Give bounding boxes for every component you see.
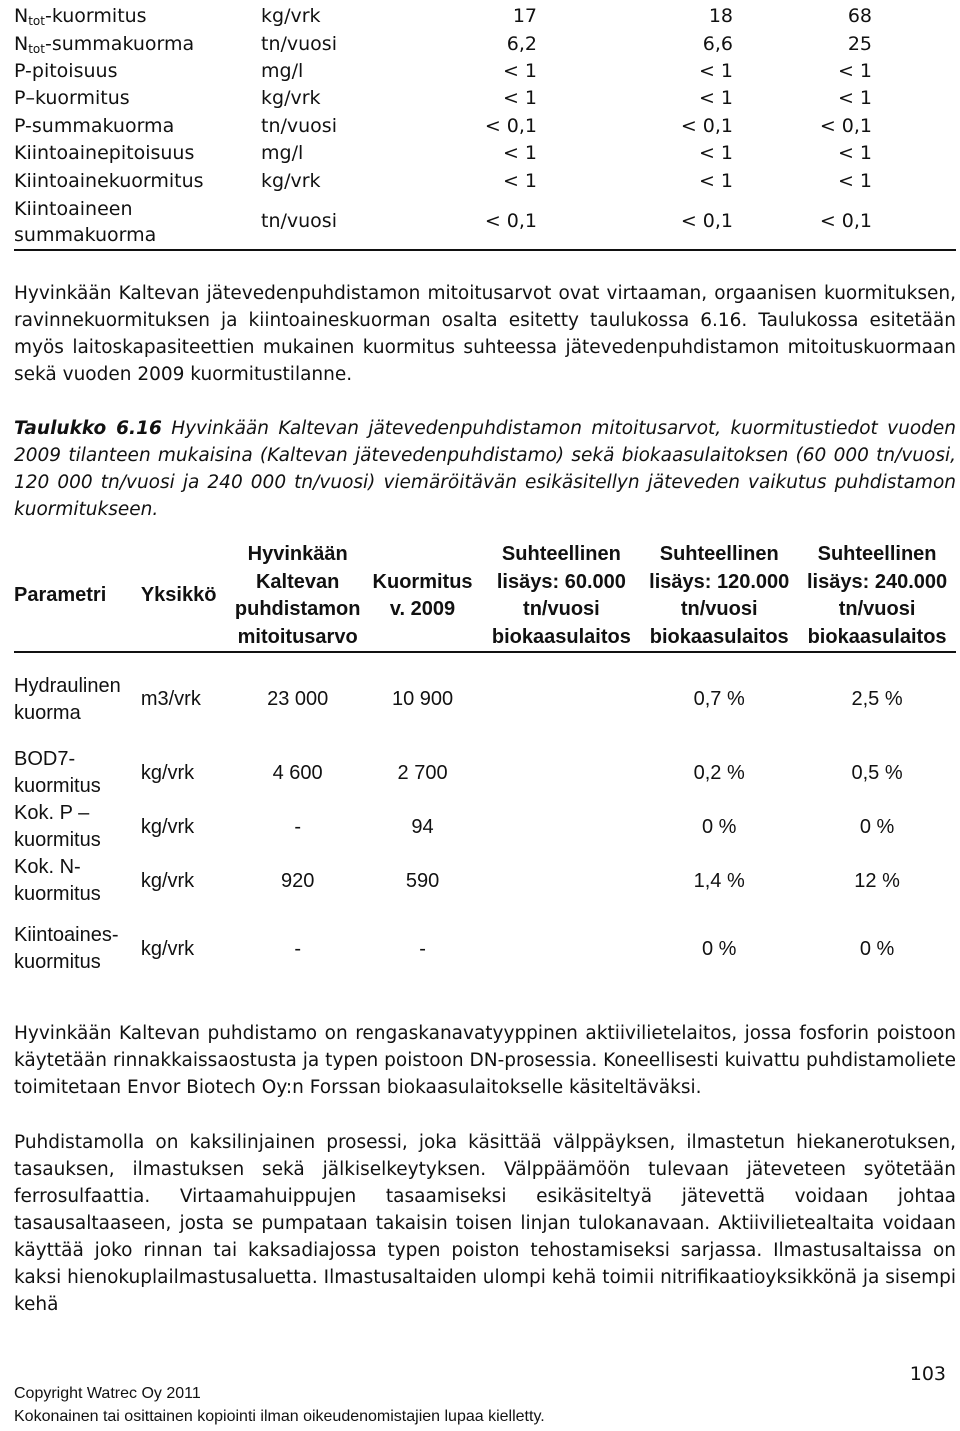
lisays-240-cell: 0,5 % [851,761,903,784]
caption-label: Taulukko 6.16 [14,417,162,439]
unit-cell: kg/vrk [140,937,195,960]
param-label: N [14,32,29,55]
header-mitoitus: Hyvinkään Kaltevan puhdistamon mitoitusarvo [234,543,361,648]
lisays-240-cell: 2,5 % [851,688,903,711]
mitoitus-cell: 4 600 [272,761,323,784]
table-row [14,800,956,854]
table-row [14,167,956,194]
value-cell: < 0,1 [484,114,537,137]
param-cell: Kok. N- kuormitus [14,856,101,906]
mitoitus-cell: - [294,815,301,838]
lisays-240-cell: 0 % [859,815,895,838]
param-label: P–kuormitus [14,87,130,110]
table-row [14,58,956,85]
value-cell: 25 [847,32,872,55]
kuormitus-cell: 2 700 [397,761,448,784]
param-label: Kiintoainekuormitus [14,169,204,192]
unit-cell: m3/vrk [140,688,201,711]
value-cell: < 1 [698,87,733,110]
header-parametri: Parametri [14,584,107,607]
table-row [14,113,956,140]
value-cell: < 1 [698,142,733,165]
value-cell: 17 [512,5,537,28]
header-yksikko: Yksikkö [140,584,217,607]
param-cell: Kok. P – kuormitus [14,802,101,852]
unit-cell: tn/vuosi [261,114,337,137]
table-row [14,195,956,250]
unit-cell: kg/vrk [261,5,321,28]
mitoitus-cell: - [294,937,301,960]
value-cell: < 1 [837,87,872,110]
lisays-60-cell [482,854,640,908]
param-label: P-pitoisuus [14,59,118,82]
param-label: Kiintoaineen summakuorma [14,197,157,246]
table-row [14,140,956,167]
value-cell: < 1 [502,169,537,192]
unit-cell: mg/l [261,142,304,165]
lisays-240-cell: 0 % [859,937,895,960]
value-cell: < 0,1 [680,210,733,233]
table-row [14,3,956,30]
unit-cell: mg/l [261,59,304,82]
footer-notice: Kokonainen tai osittainen kopiointi ilman oikeudenomistajien lupaa kielletty. [14,1408,545,1425]
value-cell: < 0,1 [819,114,872,137]
table-row [14,854,956,908]
body-paragraph: Puhdistamolla on kaksilinjainen prosessi, joka käsittää välppäyksen, ilmastetun hiekanerotuksen, tasauksen, ilmastuksen sekä jälkiselkeytyksen. Välppäämöön tulevaan jäteveteen syötetään ferrosulfaattia. Virtaamahuippujen tasaamiseksi esikäsiteltyä jätevettä voidaan johtaa tasausaltaaseen, josta se pumpataan takaisin toisen linjan tulokanavaan. Aktiivilietealtaita voidaan käyttää joko rinnan tai kaksadiajossa typen poiston tehostamiseksi sarjassa. Ilmastusaltaissa on kaksi hienokuplailmastusaluetta. Ilmastusaltaiden ulompi kehä toimii nitrifikaatioyksikkönä ja sisempi kehä [14,1132,956,1316]
param-cell: BOD7-kuormitus [14,748,101,798]
unit-cell: kg/vrk [261,87,321,110]
value-cell: < 0,1 [819,210,872,233]
kuormitus-cell: 10 900 [391,688,454,711]
value-cell: < 1 [502,87,537,110]
param-cell: Hydraulinen kuorma [14,674,121,724]
unit-cell: kg/vrk [140,869,195,892]
value-cell: < 1 [837,142,872,165]
unit-cell: tn/vuosi [261,210,337,233]
param-subscript: tot [28,14,45,29]
unit-cell: kg/vrk [261,169,321,192]
param-subscript: tot [28,41,45,56]
value-cell: < 1 [698,59,733,82]
lisays-240-cell: 12 % [854,869,900,892]
lisays-120-cell: 0 % [701,815,737,838]
value-cell: < 1 [837,59,872,82]
param-cell: Kiintoaines-kuormitus [14,924,119,974]
document-page [14,0,956,1318]
unit-cell: kg/vrk [140,815,195,838]
lisays-60-cell [482,652,640,746]
load-table [14,3,956,251]
lisays-120-cell: 0 % [701,937,737,960]
table-caption [14,415,956,523]
footer-copyright: Copyright Watrec Oy 2011 [14,1385,201,1402]
lisays-60-cell [482,908,640,990]
header-kuormitus-2009: Kuormitus v. 2009 [372,570,473,621]
table-row [14,746,956,800]
value-cell: < 1 [698,169,733,192]
value-cell: 6,2 [506,32,537,55]
kuormitus-cell: 590 [405,869,440,892]
caption-text: Hyvinkään Kaltevan jätevedenpuhdistamon mitoitusarvot, kuormitustiedot vuoden 2009 tilanteen mukaisina (Kaltevan jätevedenpuhdistamo) sekä biokaasulaitoksen (60 000 tn/vuosi, 120 000 tn/vuosi ja 240 000 tn/vuosi) viemäröitävän esikäsitellyn jäteveden vaikutus puhdistamon kuormitukseen. [14,417,956,520]
header-lisays-240000: Suhteellinen lisäys: 240.000 tn/vuosi biokaasulaitos [807,543,948,648]
param-label: N [14,5,29,28]
value-cell: < 0,1 [484,210,537,233]
lisays-120-cell: 0,2 % [693,761,745,784]
mitoitus-cell: 23 000 [267,688,329,711]
value-cell: 68 [847,5,872,28]
table-row [14,85,956,112]
table-header-row [14,541,956,652]
value-cell: 18 [708,5,733,28]
lisays-60-cell [482,800,640,854]
body-paragraph: Hyvinkään Kaltevan puhdistamo on rengaskanavatyyppinen aktiivilietelaitos, jossa fosforin poistoon käytetään rinnakkaissaostusta ja typen poistoon DN-prosessia. Koneellisesti kuivattu puhdistamoliete toimitetaan Envor Biotech Oy:n Forssan biokaasulaitokselle käsiteltäväksi. [14,1023,956,1099]
kuormitus-cell: - [419,937,426,960]
unit-cell: tn/vuosi [261,32,337,55]
value-cell: 6,6 [702,32,733,55]
value-cell: < 1 [502,59,537,82]
lisays-120-cell: 1,4 % [693,869,745,892]
table-row [14,908,956,990]
param-label-rest: -kuormitus [44,5,147,28]
page-number: 103 [909,1363,946,1385]
header-lisays-60000: Suhteellinen lisäys: 60.000 tn/vuosi biokaasulaitos [491,543,631,648]
header-lisays-120000: Suhteellinen lisäys: 120.000 tn/vuosi biokaasulaitos [649,543,790,648]
param-label: Kiintoainepitoisuus [14,142,195,165]
intro-paragraph: Hyvinkään Kaltevan jätevedenpuhdistamon mitoitusarvot ovat virtaaman, orgaanisen kuormituksen, ravinnekuormituksen ja kiintoaineskuorman osalta esitetty taulukossa 6.16. Taulukossa esitetään myös laitoskapasiteettien mukainen kuormitus suhteessa jätevedenpuhdistamon mitoituskuormaan sekä vuoden 2009 kuormitustilanne. [14,282,956,385]
value-cell: < 0,1 [680,114,733,137]
value-cell: < 1 [502,142,537,165]
kuormitus-cell: 94 [411,815,434,838]
param-label: P-summakuorma [14,114,175,137]
param-label-rest: -summakuorma [44,32,195,55]
lisays-60-cell [482,746,640,800]
unit-cell: kg/vrk [140,761,195,784]
lisays-120-cell: 0,7 % [693,688,745,711]
capacity-table [14,541,956,990]
mitoitus-cell: 920 [280,869,315,892]
table-row [14,652,956,746]
table-row [14,30,956,57]
value-cell: < 1 [837,169,872,192]
